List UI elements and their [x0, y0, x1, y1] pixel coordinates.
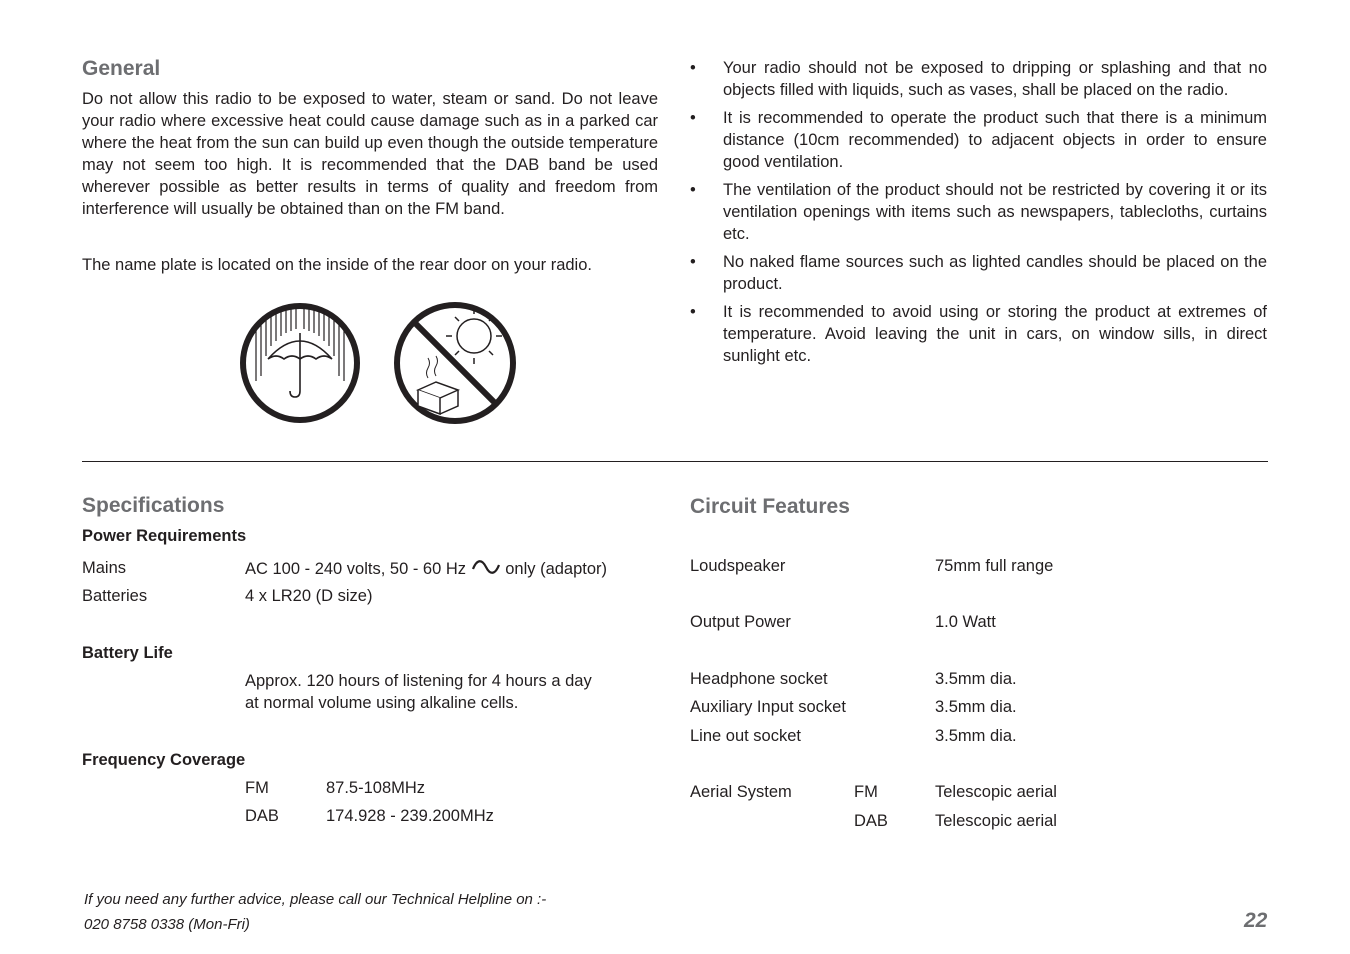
mains-value-note: only (adaptor)	[505, 560, 608, 578]
umbrella-icon	[238, 301, 362, 425]
no-heat-icon	[392, 300, 518, 426]
general-paragraph: Do not allow this radio to be exposed to water, steam or sand. Do not leave your radio where excessive heat could cause damage such as in a parked car where the heat from the sun can build up even though the outside temperature may not seem too high. It is recommended that the DAB band be used wherever possible as better results in terms of quality and freedom from interference will usually be obtained than on the FM band.	[82, 90, 658, 218]
dab-value: 174.928 - 239.200MHz	[326, 807, 494, 825]
headphone-socket-value: 3.5mm dia.	[935, 670, 1017, 688]
battery-life-line-2: at normal volume using alkaline cells.	[245, 694, 519, 712]
ac-wave-icon	[471, 557, 501, 577]
list-item	[690, 107, 1267, 173]
aerial-system-label: Aerial System	[690, 783, 792, 801]
bullet-text: Your radio should not be exposed to dripping or splashing and that no objects filled with liquids, such as vases, shall be placed on the radio.	[723, 59, 1267, 99]
bullet-marker: •	[690, 253, 696, 271]
mains-label: Mains	[82, 559, 127, 577]
aerial-dab-band: DAB	[854, 812, 888, 830]
dab-label: DAB	[245, 807, 279, 825]
bullet-text: No naked flame sources such as lighted candles should be placed on the product.	[723, 253, 1267, 293]
power-requirements-heading: Power Requirements	[82, 527, 247, 545]
general-heading: General	[82, 57, 161, 80]
list-item	[690, 179, 1267, 245]
bullet-text: The ventilation of the product should not be restricted by covering it or its ventilation openings with items such as newspapers, tablecloths, curtains etc.	[723, 181, 1267, 243]
page-number: 22	[1244, 909, 1268, 932]
batteries-value: 4 x LR20 (D size)	[245, 587, 373, 605]
bullet-marker: •	[690, 303, 696, 321]
fm-value: 87.5-108MHz	[326, 779, 426, 797]
specifications-heading: Specifications	[82, 494, 225, 517]
battery-life-line-1: Approx. 120 hours of listening for 4 hours a day	[245, 672, 592, 690]
aux-input-label: Auxiliary Input socket	[690, 698, 846, 716]
section-divider	[82, 461, 1268, 462]
fm-label: FM	[245, 779, 269, 797]
frequency-coverage-heading: Frequency Coverage	[82, 751, 246, 769]
bullet-marker: •	[690, 59, 696, 77]
headphone-socket-label: Headphone socket	[690, 670, 828, 688]
aerial-fm-band: FM	[854, 783, 878, 801]
helpline-number: 020 8758 0338 (Mon-Fri)	[84, 916, 250, 933]
output-power-label: Output Power	[690, 613, 791, 631]
bullet-text: It is recommended to avoid using or storing the product at extremes of temperature. Avoid leaving the unit in cars, on window sills, in direct sunlight etc.	[723, 303, 1267, 365]
batteries-label: Batteries	[82, 587, 148, 605]
line-out-label: Line out socket	[690, 727, 801, 745]
helpline-note: If you need any further advice, please call our Technical Helpline on :-	[84, 891, 547, 908]
output-power-value: 1.0 Watt	[935, 613, 996, 631]
bullet-text: It is recommended to operate the product such that there is a minimum distance (10cm recommended) to adjacent objects in order to ensure good ventilation.	[723, 109, 1267, 171]
line-out-value: 3.5mm dia.	[935, 727, 1017, 745]
loudspeaker-value: 75mm full range	[935, 557, 1054, 575]
aerial-fm-value: Telescopic aerial	[935, 783, 1057, 801]
aux-input-value: 3.5mm dia.	[935, 698, 1017, 716]
name-plate-paragraph: The name plate is located on the inside of the rear door on your radio.	[82, 256, 592, 274]
circuit-features-heading: Circuit Features	[690, 495, 850, 518]
mains-value-voltage: AC 100 - 240 volts, 50 - 60 Hz	[245, 560, 467, 578]
safety-bullet-list	[690, 57, 1267, 373]
bullet-marker: •	[690, 109, 696, 127]
loudspeaker-label: Loudspeaker	[690, 557, 786, 575]
list-item	[690, 57, 1267, 101]
list-item	[690, 251, 1267, 295]
bullet-marker: •	[690, 181, 696, 199]
list-item	[690, 301, 1267, 367]
aerial-dab-value: Telescopic aerial	[935, 812, 1057, 830]
mains-value	[245, 557, 607, 580]
battery-life-heading: Battery Life	[82, 644, 173, 662]
